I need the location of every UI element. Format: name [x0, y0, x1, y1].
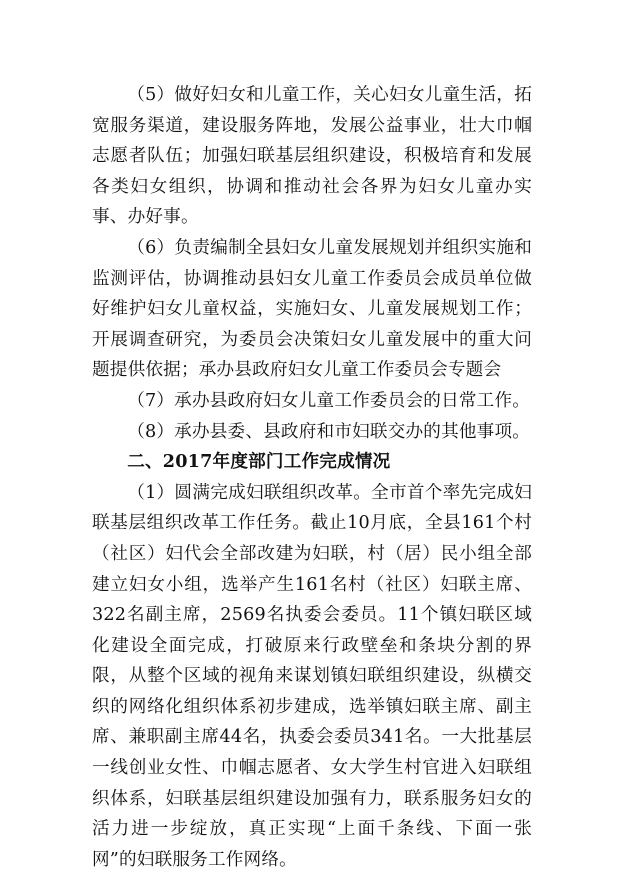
paragraph-item-6: （6）负责编制全县妇女儿童发展规划并组织实施和监测评估，协调推动县妇女儿童工作委员会成员单位做好维护妇女儿童权益，实施妇女、儿童发展规划工作；开展调查研究，为委员会决策妇女儿童发展中的重大问题提供依据；承办县政府妇女儿童工作委员会专题会 — [92, 237, 532, 381]
paragraph-item-5: （5）做好妇女和儿童工作，关心妇女儿童生活，拓宽服务渠道，建设服务阵地，发展公益事业，壮大巾帼志愿者队伍；加强妇联基层组织建设，积极培育和发展各类妇女组织，协调和推动社会各界为妇女儿童办实事、办好事。 — [92, 85, 532, 228]
paragraph-item-7: （7）承办县政府妇女儿童工作委员会的日常工作。 — [127, 390, 531, 411]
document-page — [92, 80, 532, 875]
section-paragraph-1: （1）圆满完成妇联组织改革。全市首个率先完成妇联基层组织改革工作任务。截止10月底，全县161个村（社区）妇代会全部改建为妇联，村（居）民小组全部建立妇女小组，选举产生161名村（社区）妇联主席、322名副主席，2569名执委会委员。11个镇妇联区域化建设全面完成，打破原来行政壁垒和条块分割的界限，从整个区域的视角来谋划镇妇联组织建设，纵横交织的网络化组织体系初步建成，选举镇妇联主席、副主席、兼职副主席44名，执委会委员341名。一大批基层一线创业女性、巾帼志愿者、女大学生村官进入妇联组织体系，妇联基层组织建设加强有力，联系服务妇女的活力进一步绽放，真正实现“上面千条线、下面一张网”的妇联服务工作网络。 — [92, 482, 532, 870]
section-heading: 二、2017年度部门工作完成情况 — [127, 451, 391, 473]
paragraph-item-8: （8）承办县委、县政府和市妇联交办的其他事项。 — [127, 421, 531, 442]
